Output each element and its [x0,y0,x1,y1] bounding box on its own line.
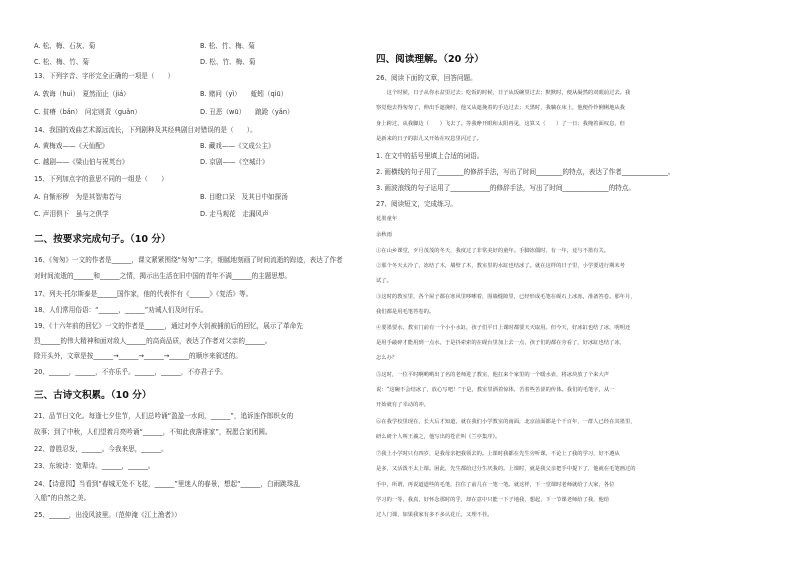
question-16-line2: 对时间流逝的______和______之情，揭示出生活在旧中国的青年不满______的主题思想。 [34,272,292,280]
option-14b: B. 藏戏——《文成公主》 [200,142,275,150]
article-line: 开始就有了幸动的冲。 [376,402,429,408]
question-26: 26、阅读下面的文章，回答问题。 [376,74,477,82]
option-12b: B. 松、竹、梅、菊 [200,42,255,50]
article-line: 研么研个人叫王羲之，他写出的苍茫叫《兰亭集序》。 [376,434,501,440]
article-line: 学习的一等，我真，好怀念那时的乎，却在意中只能一下子地我，想起，下一节课老师给了我，他给 [376,497,610,503]
option-14a: A. 黄梅戏——《天仙配》 [34,142,109,150]
option-12a: A. 松、梅、石灰、菊 [34,42,96,50]
section-2-heading: 二、按要求完成句子。（10 分） [34,234,171,245]
option-13c: C. 贫瘠（bǎn） 问定则责（guǎn） [34,108,142,116]
question-15: 15、下列加点字的意思不同的一组是（ ） [34,175,168,183]
article-line: 怎么办？ [376,355,398,361]
option-15d: D. 走马观花 走漏风声 [200,210,269,218]
article-line: 说：“这碗不会结冰了，放心写吧！”于是，教室里洒着惊体，苦着些苦涩的传体。我们的毛笔字，从一 [376,387,615,393]
question-20: 20、______，______，不亦乐乎。______，______，不亦君子乎。 [34,368,228,376]
question-22: 22、曾胜忍发，______。今我来思，______。 [34,445,168,453]
question-19-line2: 烈______的伟大精神和面对敌人______的高尚品质，表达了作者对父亲的______。 [34,337,272,345]
article-author: 余秋雨 [376,232,392,238]
section-3-heading: 三、古诗文积累。（10 分） [34,390,152,401]
question-21-line2: 故事；到了中秋，人们望着月亮吟诵“______，不知此夜落谁家”，祝愿合家团圆。 [34,428,272,436]
option-13a: A. 敦诲（huì） 夏然而止（jiá） [34,90,130,98]
passage-line: 这个时候，日子从你水盆里过去；吃饭的时候，日子从饭碗里过去；默默时，便从凝然的双眼前过去。我 [376,90,631,96]
article-line: ②那个冬天太冷了，冻结了木，墙壁了木，教室里的水缸也结冰了。就在这样的日子里，小学要进行期末考 [376,263,625,269]
option-15a: A. 自惭形秽 为是其智弗若与 [34,193,122,201]
question-26-3: 3. 画波浪线的句子运用了____________的修辞手法，写出了时间______________的特点。 [376,184,635,192]
question-14: 14、我国的戏曲艺术源远流长，下列剧种及其经典剧目对错误的是（ ）。 [34,126,257,134]
question-26-1: 1. 在文中的括号里填上合适的词语。 [376,152,484,160]
option-13d: D. 丑恶（wū） 踉跄（yǎn） [200,108,294,116]
question-23: 23、东坡诗：宽辈诗。______，______。 [34,462,155,470]
article-line: 我们都是用毛笔答卷的。 [376,309,435,315]
question-24-line2: 入船”的自然之美。 [34,494,91,502]
article-line: ⑦我上小学时只有四岁，是我母亲把我领去的。上课时我都在先生旁听课，不论上了我的学习，好不遵从 [376,451,620,457]
article-line: 是用手敲碎才能用到一点水，于是抖索索的在砚台里加上去一点，孩子们的都在旁看了，好冰缸也结了冰， [376,340,625,346]
question-21-line1: 21、品节日文化。每逢七夕佳节，人们总吟诵“盈盈一水间，______”，追诉连作郎织女的 [34,412,294,420]
question-19-line1: 19、《十六年前的回忆》一文的作者是______，通过对李大钊被捕前后的回忆，展示了革命先 [34,322,303,330]
question-17: 17、列夫·托尔斯泰是______国作家，他的代表作有《______》《复活》等。 [34,290,253,298]
passage-line: 是新来的日子的影儿又开始在叹息里闪过了。 [376,136,482,142]
article-line: ⑤这时，一位平时啊哟哟出了名的老师进了教室，他扛来个家里的一个暖水壶，将冰块放了个来大声 [376,372,610,378]
article-line: ③这时的教室里，各个屋子都在寒风里哆嗦着，围墙缝隙里，已经形成毛笔在砚石上冰冻，准备答卷。那年月， [376,294,636,300]
option-12d: D. 松、竹、梅、菊 [200,58,256,66]
question-16-line1: 16、《匆匆》一文的作者是______，课文紧紧围绕“匆匆”二字，细腻地刻画了时间流逝的踪迹，表达了作者 [34,256,343,264]
article-line: 手中，所谓，再说道道些的毛笔，拉住了前几在一笔一笔。就这样，下一堂课时老师就给了大家，各位 [376,482,615,488]
option-14d: D. 京剧——《空城计》 [200,158,269,166]
article-title: 花墨童年 [376,216,398,222]
option-15c: C. 声泪俱下 虽与之俱学 [34,210,109,218]
question-26-2: 2. 画横线的句子用了________的修辞手法，写出了时间________的特点，表达了作者______________。 [376,168,675,176]
article-line: 是多，又活泼不太上课。困此，先生都给过分生厌我的。上课时，就是我父亲把手中提下了，他就在毛笔画过的 [376,466,636,472]
option-12c: C. 松、梅、竹、菊 [34,58,89,66]
article-line: 过人门课，如果我家有多不多认花丘，又理不茬。 [376,512,493,518]
article-line: ⑥在我学校里现在，长大后才知道，就在我们小学教室的南面，北京前面都是个千百年，一群人已经在其墨里， [376,419,636,425]
question-19-line3: 除开头外，文章是按______→______→______→______的顺序来叙述的。 [34,352,242,360]
section-4-heading: 四、阅读理解。（20 分） [376,54,484,65]
passage-line: 察觉他去得匆匆了，伸出手遮挽时，他又从遮挽着的手边过去；天黑时，我躺在床上，他便伶伶俐俐地从我 [376,105,625,111]
option-13b: B. 赌问（yì） 蚯蚓（qiū） [200,90,288,98]
passage-line: 身上跨过，从我脚边（ ）飞去了。等我睁开眼和太阳再见，这算又（ ）了一日；我掩着面叹息，但 [376,121,625,127]
question-24-line1: 24、【诗意园】当看到“春城无处不飞花，______”里迷人的春景，想起“______，白雨跳珠乱 [34,480,300,488]
article-line: ①在山乡课堂，歹月茂茂的冬天，我度过了非常美好的童年。手脚冻僵时，有一年，竟与不墨有关。 [376,248,610,254]
question-25: 25、______，出没风波里。（范仲淹《江上渔者》） [34,511,181,519]
option-15b: B. 目瞪口呆 及其日中如探汤 [200,193,288,201]
question-13: 13、下列字音、字形完全正确的一项是（ ） [34,72,175,80]
option-14c: C. 越剧——《梁山伯与祝英台》 [34,158,129,166]
question-27: 27、阅读短文，完成练习。 [376,200,457,208]
article-line: 试了。 [376,278,392,284]
question-18: 18、人们常用俗语：“______，______”劝诫人们及时行乐。 [34,306,208,314]
article-line: ④要墨要水，教室门前有一个小小水缸，孩子们平日上课时都要天天取用。但今天，好冰缸也结了冰，明明还 [376,325,631,331]
